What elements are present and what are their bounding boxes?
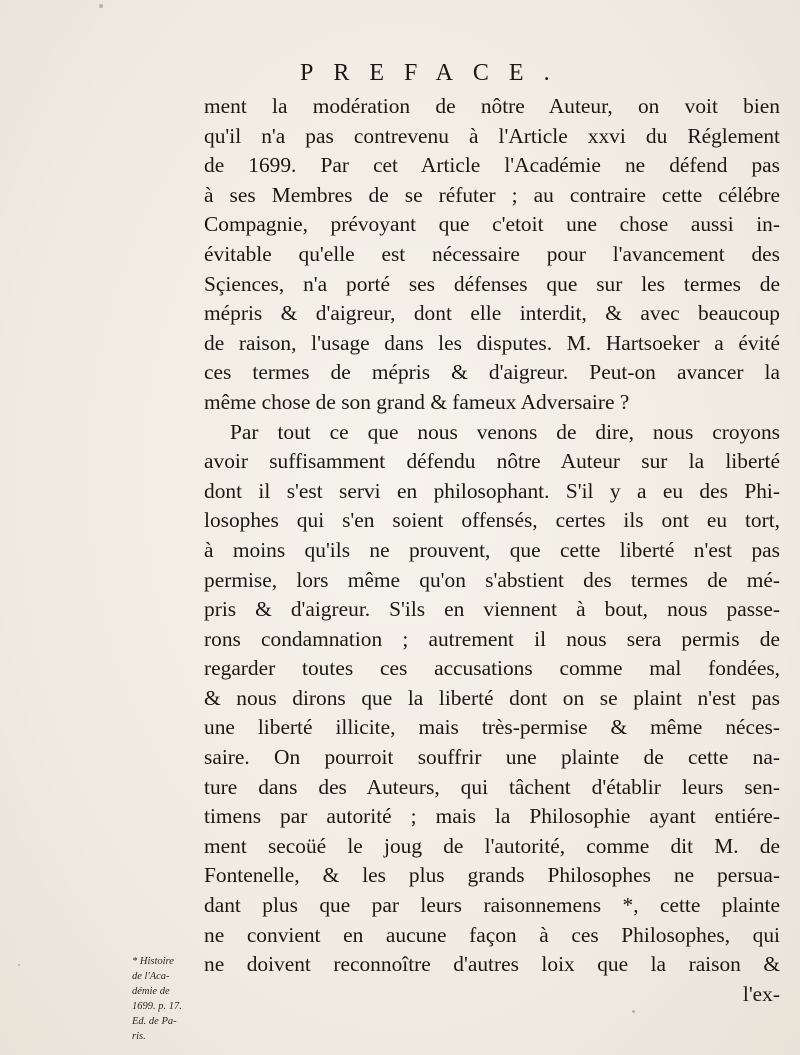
text-line: ture dans des Auteurs, qui tâchent d'établir leurs sen- <box>204 774 780 799</box>
margin-note-line: * Histoire <box>132 956 174 967</box>
catchword: l'ex- <box>742 981 780 1006</box>
paragraph-start-line: Par tout ce que nous venons de dire, nous croyons <box>230 419 780 444</box>
text-line: ment la modération de nôtre Auteur, on voit bien <box>204 94 780 118</box>
paper-speck <box>632 1010 635 1013</box>
text-line: Sçiences, n'a porté ses défenses que sur les termes de <box>204 271 780 296</box>
text-line: ces termes de mépris & d'aigreur. Peut-on avancer la <box>204 360 780 385</box>
text-line: de 1699. Par cet Article l'Académie ne défend pas <box>204 153 780 178</box>
margin-note-line: 1699. p. 17. <box>132 1001 182 1012</box>
paper-speck <box>99 4 103 8</box>
text-line: dant plus que par leurs raisonnemens *, cette plainte <box>204 893 780 918</box>
text-line: timens par autorité ; mais la Philosophie ayant entiére- <box>204 804 780 829</box>
text-line: ment secoüé le joug de l'autorité, comme dit M. de <box>204 833 780 858</box>
text-line: à ses Membres de se réfuter ; au contraire cette célébre <box>204 182 780 207</box>
text-line: avoir suffisamment défendu nôtre Auteur sur la liberté <box>204 449 780 474</box>
text-line: une liberté illicite, mais très-permise & même néces- <box>204 715 780 740</box>
margin-note <box>132 954 204 1044</box>
text-line: losophes qui s'en soient offensés, certes ils ont eu tort, <box>204 508 780 533</box>
text-line: Fontenelle, & les plus grands Philosophes ne persua- <box>204 863 780 888</box>
text-line: saire. On pourroit souffrir une plainte de cette na- <box>204 745 780 770</box>
text-line: Compagnie, prévoyant que c'etoit une chose aussi in- <box>204 212 780 237</box>
text-line: regarder toutes ces accusations comme mal fondées, <box>204 656 780 681</box>
text-line: permise, lors même qu'on s'abstient des termes de mé- <box>204 567 780 592</box>
paper-speck <box>18 964 20 966</box>
text-line: même chose de son grand & fameux Adversaire ? <box>204 389 630 414</box>
text-line: & nous dirons que la liberté dont on se plaint n'est pas <box>204 685 780 710</box>
margin-note-line: démie de <box>132 986 170 997</box>
text-line: à moins qu'ils ne prouvent, que cette liberté n'est pas <box>204 537 780 562</box>
text-line: de raison, l'usage dans les disputes. M. Hartsoeker a évité <box>204 330 780 355</box>
text-line: pris & d'aigreur. S'ils en viennent à bout, nous passe- <box>204 597 780 622</box>
text-line: ne convient en aucune façon à ces Philosophes, qui <box>204 922 780 947</box>
body-text <box>204 92 780 1009</box>
margin-note-line: Ed. de Pa- <box>132 1016 177 1027</box>
text-line: ne doivent reconnoître d'autres loix que la raison & <box>204 952 780 977</box>
margin-note-line: ris. <box>132 1031 146 1042</box>
text-line: rons condamnation ; autrement il nous sera permis de <box>204 626 780 651</box>
text-line: qu'il n'a pas contrevenu à l'Article xxvi du Réglement <box>204 123 780 148</box>
text-line: évitable qu'elle est nécessaire pour l'avancement des <box>204 241 780 266</box>
margin-note-line: de l'Aca- <box>132 971 170 982</box>
text-line: mépris & d'aigreur, dont elle interdit, & avec beaucoup <box>204 301 780 326</box>
running-head: PREFACE. <box>300 60 570 86</box>
text-line: dont il s'est servi en philosophant. S'il y a eu des Phi- <box>204 478 780 503</box>
